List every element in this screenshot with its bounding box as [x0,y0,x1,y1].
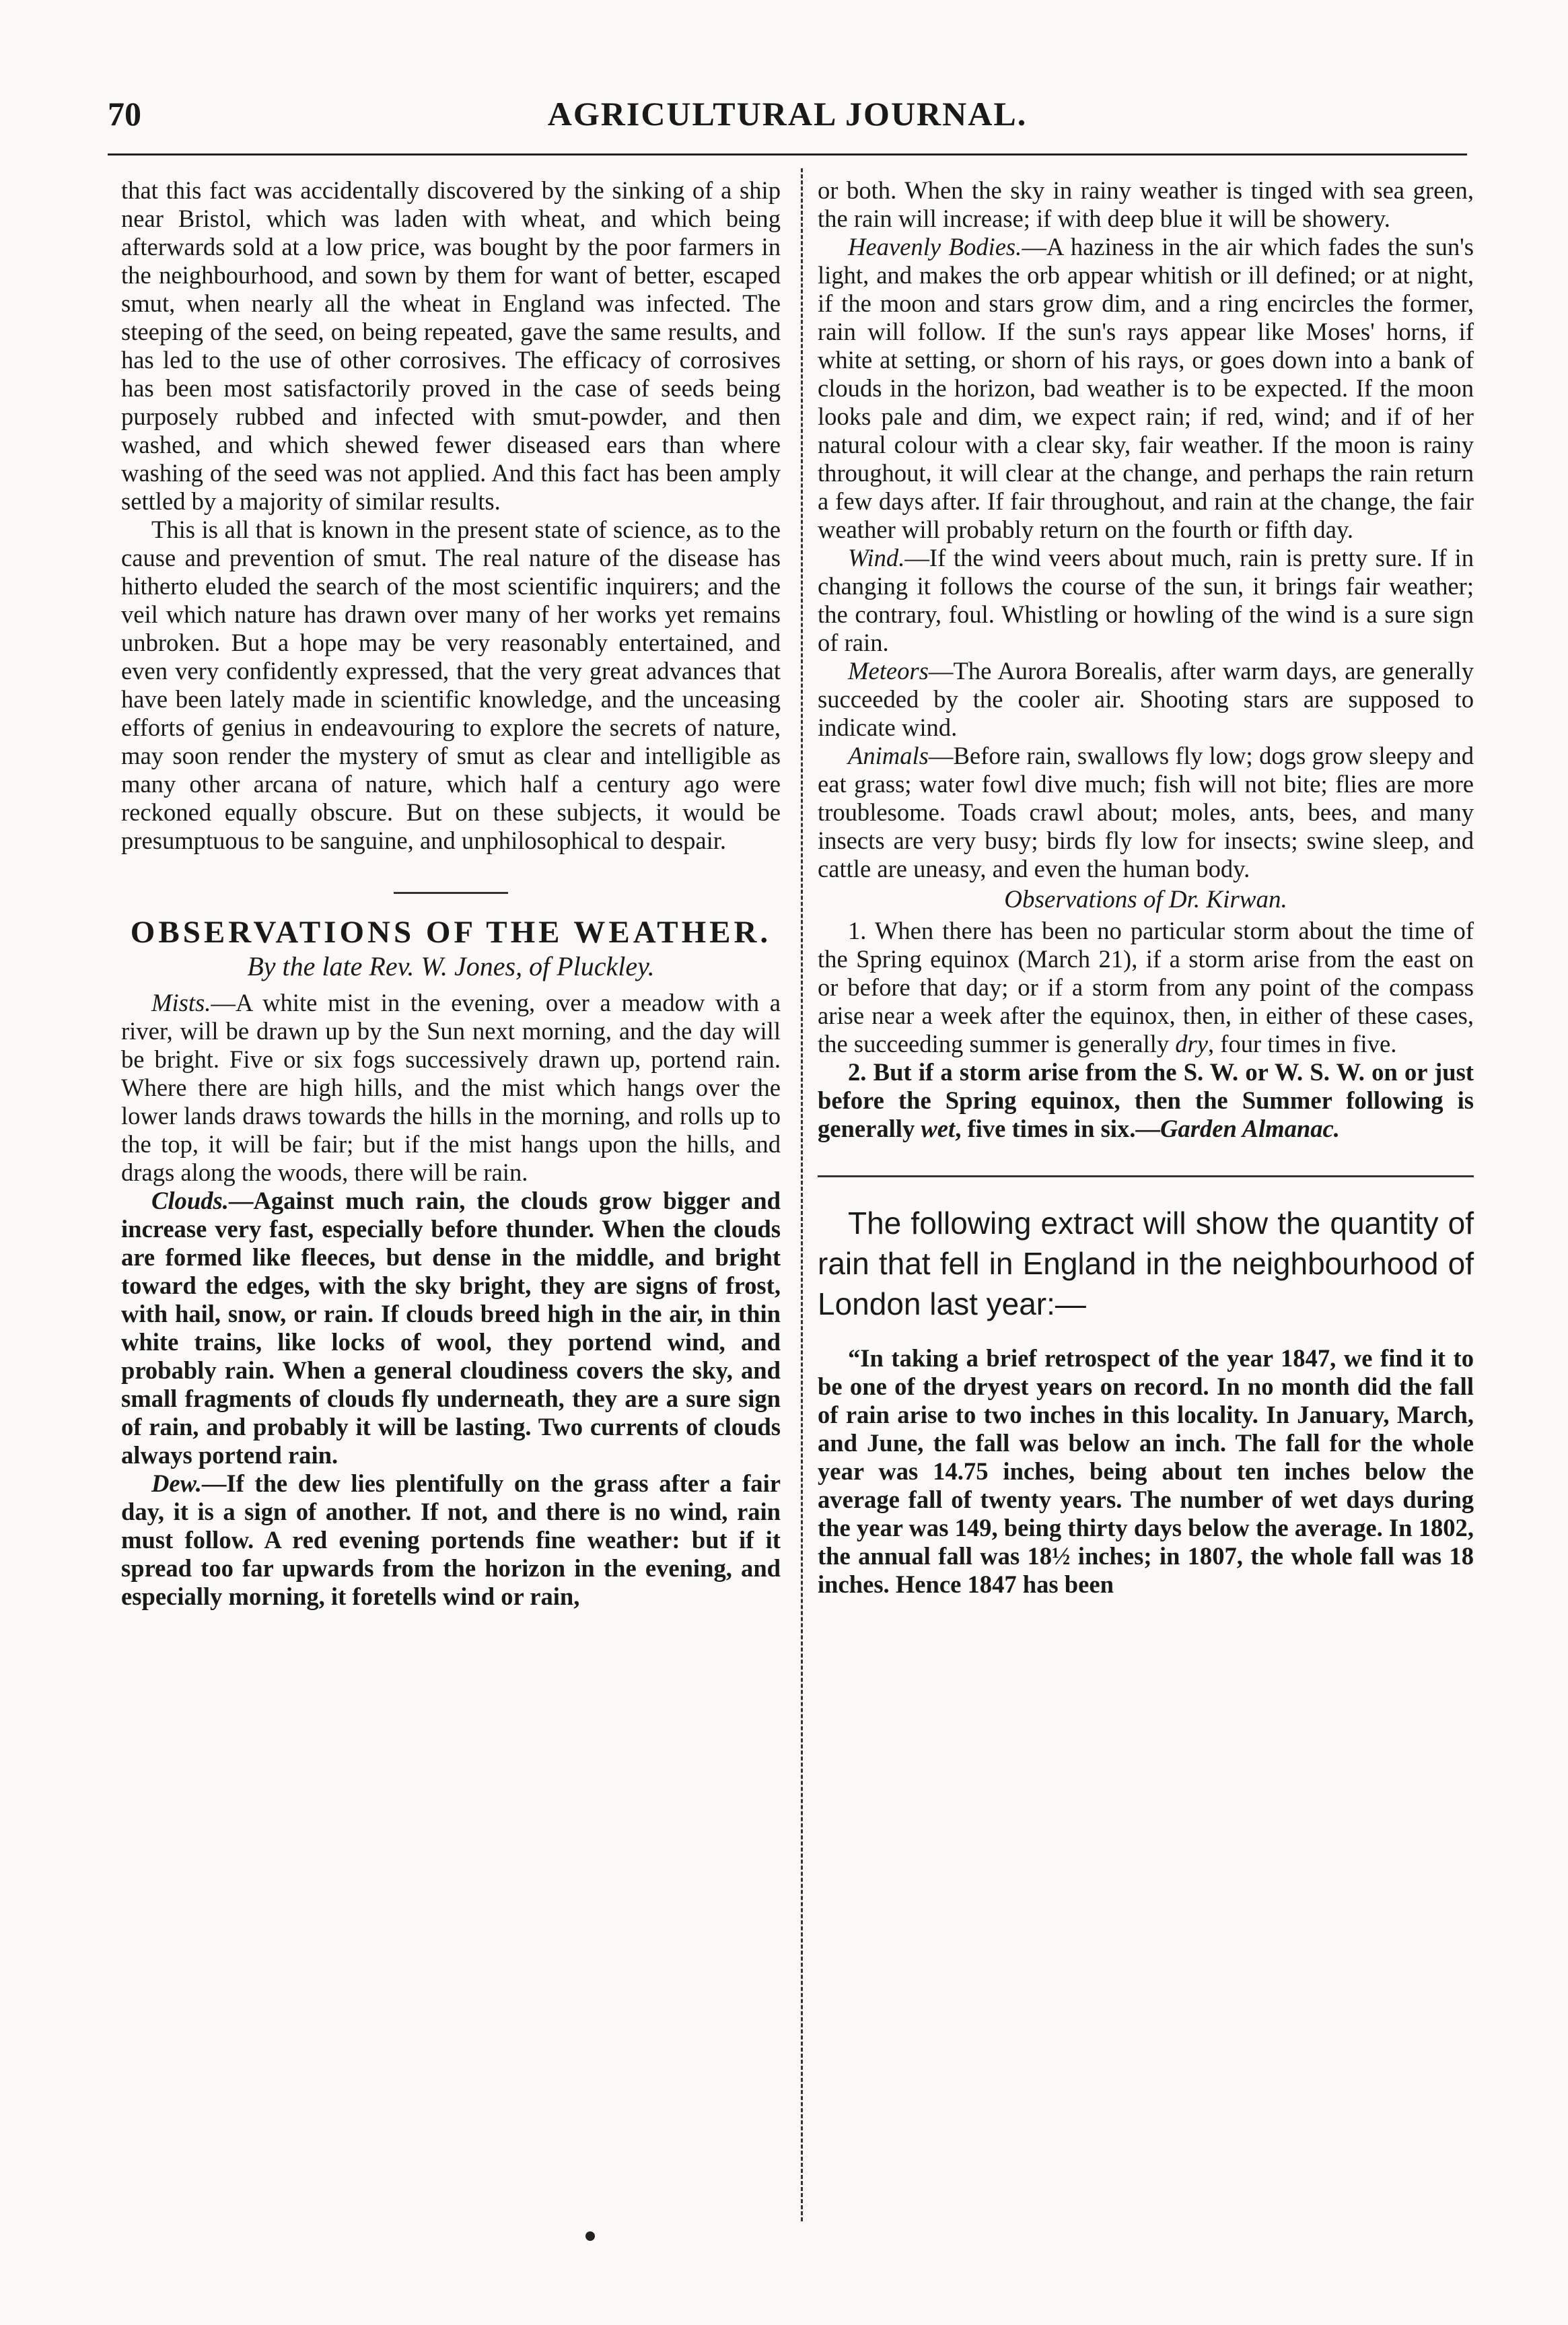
kirwan-heading: Observations of Dr. Kirwan. [1004,886,1287,913]
dew-lead: Dew. [151,1469,202,1497]
animals-text: —Before rain, swallows fly low; dogs grow sleepy and eat grass; water fowl dive much; fish will not bite; flies are more troublesome. Toads crawl about; moles, ants, bees, and many insects are very busy; birds fly low for insects; swine sleep, and cattle are uneasy, and even the human body. [818,742,1474,882]
clouds-text: —Against much rain, the clouds grow bigger and increase very fast, especially before thunder. When the clouds are formed like fleeces, but dense in the middle, and bright toward the edges, with the sky bright, they are signs of frost, with hail, snow, or rain. If clouds breed high in the air, in thin white trains, like locks of wool, they portend wind, and probably rain. When a general cloudiness covers the sky, and small fragments of clouds fly underneath, they are a sure sign of rain, and probably it will be lasting. Two currents of clouds always portend rain. [121,1187,781,1469]
kirwan-2-text: 2. But if a storm arise from the S. W. or W. S. W. on or just before the Spring equinox, then the Summer following is generally [818,1058,1474,1142]
extract-intro: The following extract will show the quantity of rain that fell in England in the neighbourhood of London last year:— [818,1206,1474,1321]
page-number: 70 [108,95,141,133]
clouds-paragraph [121,1187,781,1469]
heavenly-text: —A haziness in the air which fades the sun's light, and makes the orb appear whitish or ill defined; or at night, if the moon and stars grow dim, and a ring encircles the former, rain will follow. If the sun's rays appear like Moses' horns, if white at setting, or shorn of his rays, or goes down into a bank of clouds in the horizon, bad weather is to be expected. If the moon looks pale and dim, we expect rain; if red, wind; and if of her natural colour with a clear sky, fair weather. If the moon is rainy throughout, it will clear at the change, and perhaps the rain return a few days after. If fair throughout, and rain at the change, the fair weather will probably return on the fourth or fifth day. [818,233,1474,543]
kirwan-1-dry: dry [1175,1030,1208,1057]
byline: By the late Rev. W. Jones, of Pluckley. [247,951,655,981]
kirwan-point-1 [818,917,1474,1058]
rain-quote: “In taking a brief retrospect of the year 1847, we find it to be one of the dryest years on record. In no month did the fall of rain arise to two inches in this locality. In January, March, and June, the fall was below an inch. The fall for the whole year was 14.75 inches, being about ten inches below the average fall of twenty years. The number of wet days during the year was 149, being thirty days below the average. In 1802, the annual fall was 18½ inches; in 1807, the whole fall was 18 inches. Hence 1847 has been [818,1344,1474,1598]
page-header [108,94,1467,148]
animals-paragraph [818,742,1474,883]
dew-text: —If the dew lies plentifully on the grass after a fair day, it is a sign of another. If not, and there is no wind, rain must follow. A red evening portends fine weather: but if it spread too far upwards from the horizon in the evening, and especially morning, it foretells wind or rain, [121,1469,781,1610]
heavenly-bodies-paragraph [818,233,1474,544]
kirwan-1-end: , four times in five. [1208,1030,1397,1057]
mists-lead: Mists. [151,989,211,1016]
header-rule [108,153,1467,155]
kirwan-1-text: 1. When there has been no particular storm about the time of the Spring equinox (March 21), if a storm arise from the east on or before that day; or if a storm from any point of the compass arise near a week after the equinox, then, in either of these cases, the succeeding summer is generally [818,917,1474,1057]
extract-rule [818,1175,1474,1177]
mists-paragraph [121,989,781,1187]
kirwan-2-source: Garden Almanac. [1160,1115,1340,1142]
left-column [121,176,781,1611]
footer-bullet [585,2231,595,2241]
kirwan-2-wet: wet [921,1115,956,1142]
dew-paragraph [121,1469,781,1611]
mists-text: —A white mist in the evening, over a meadow with a river, will be drawn up by the Sun next morning, and the day will be bright. Five or six fogs successively drawn up, portend rain. Where there are high hills, and the mist which hangs over the lower lands draws towards the hills in the morning, and rolls up to the top, it will be fair; but if the mist hangs upon the hills, and drags along the woods, there will be rain. [121,989,781,1186]
wind-text: —If the wind veers about much, rain is pretty sure. If in changing it follows the course of the sun, it brings fair weather; the contrary, foul. Whistling or howling of the wind is a sure sign of rain. [818,544,1474,656]
sky-colour-paragraph: or both. When the sky in rainy weather is tinged with sea green, the rain will increase; if with deep blue it will be showery. [818,176,1474,232]
kirwan-point-2 [818,1058,1474,1143]
column-divider [801,168,803,2221]
wind-lead: Wind. [848,544,905,571]
smut-paragraph-2: This is all that is known in the present state of science, as to the cause and prevention of smut. The real nature of the disease has hitherto eluded the search of the most scientific inquirers; and the veil which nature has drawn over many of her works yet remains unbroken. But a hope may be very reasonably entertained, and even very confidently expressed, that the very great advances that have been lately made in scientific knowledge, and the unceasing efforts of genius in endeavouring to explore the secrets of nature, may soon render the mystery of smut as clear and intelligible as many other arcana of nature, which half a century ago were reckoned equally obscure. But on these subjects, it would be presumptuous to be sanguine, and unphilosophical to despair. [121,516,781,854]
wind-paragraph [818,544,1474,657]
meteors-text: —The Aurora Borealis, after warm days, are generally succeeded by the cooler air. Shooting stars are supposed to indicate wind. [818,657,1474,741]
animals-lead: Animals [848,742,929,769]
right-column [818,176,1474,1599]
section-separator [394,892,508,894]
meteors-paragraph [818,657,1474,742]
section-title: OBSERVATIONS OF THE WEATHER. [130,915,772,950]
kirwan-2-mid: , five times in six.— [955,1115,1160,1142]
meteors-lead: Meteors [848,657,929,685]
smut-paragraph-1: that this fact was accidentally discovered by the sinking of a ship near Bristol, which was laden with wheat, and which being afterwards sold at a low price, was bought by the poor farmers in the neighbourhood, and sown by them for want of better, escaped smut, when nearly all the wheat in England was infected. The steeping of the seed, on being repeated, gave the same results, and has led to the use of other corrosives. The efficacy of corrosives has been most satisfactorily proved in the case of seeds being purposely rubbed and infected with smut-powder, and then washed, and which shewed fewer diseased ears than where washing of the seed was not applied. And this fact has been amply settled by a majority of similar results. [121,176,781,515]
running-title: AGRICULTURAL JOURNAL. [547,95,1028,133]
heavenly-lead: Heavenly Bodies. [848,233,1022,261]
clouds-lead: Clouds. [151,1187,229,1214]
